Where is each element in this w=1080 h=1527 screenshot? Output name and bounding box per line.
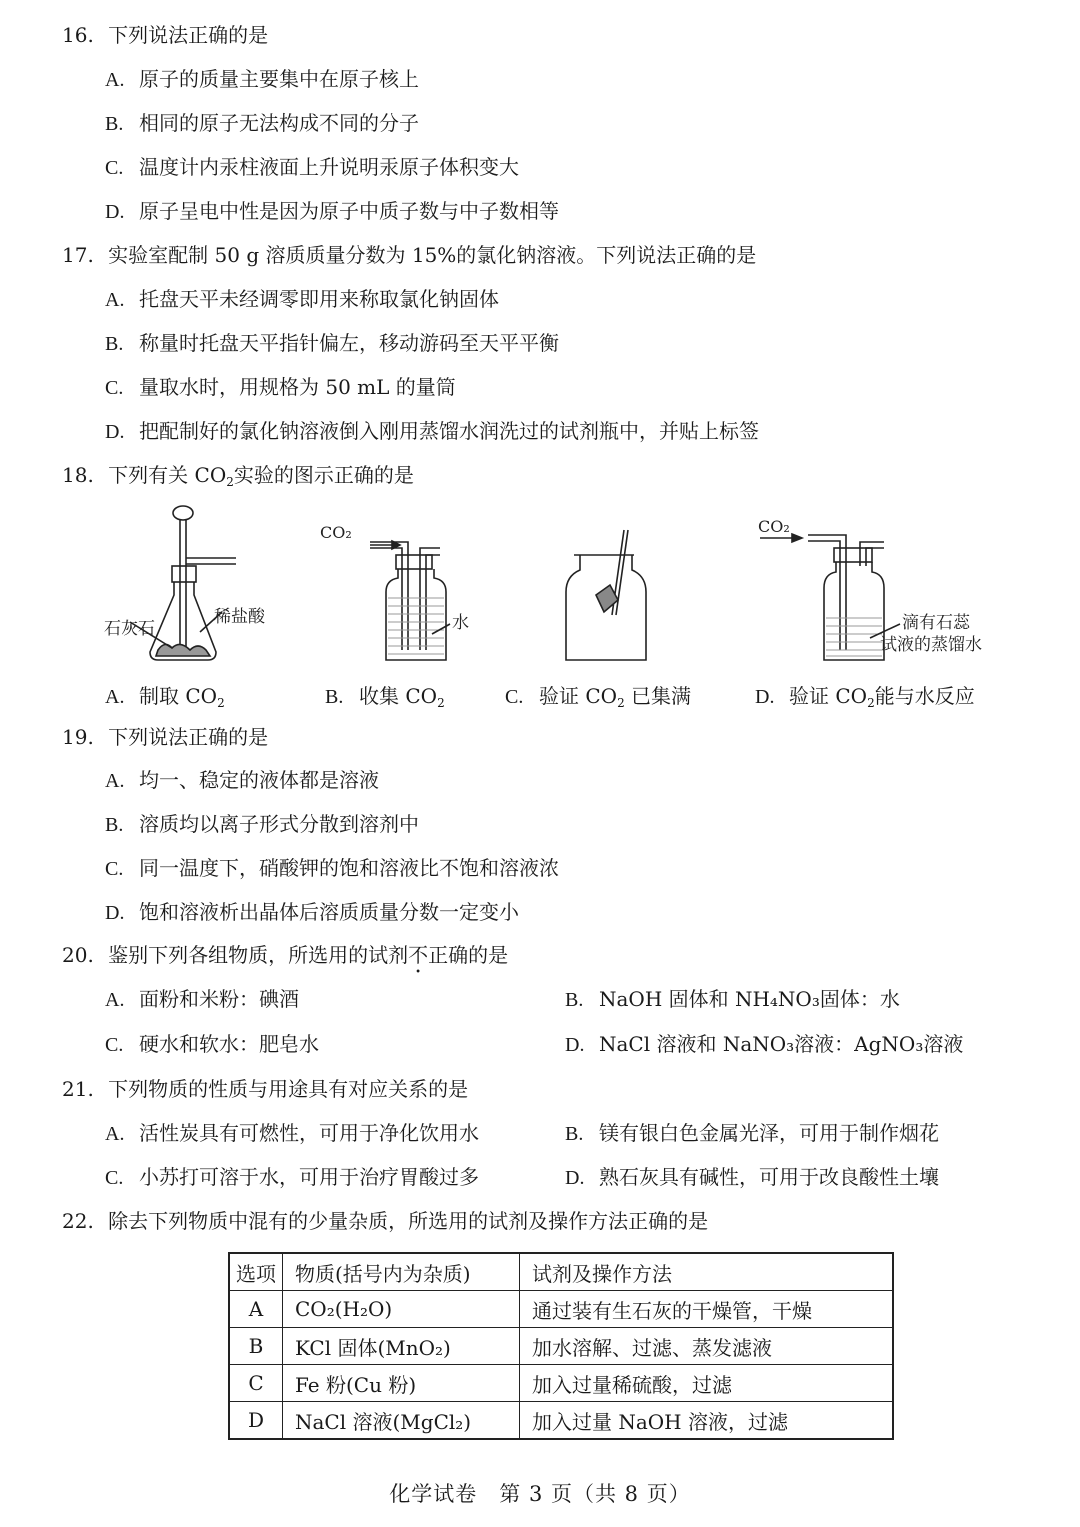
table-cell: Fe 粉(Cu 粉) <box>283 1365 520 1402</box>
option-c: C. 温度计内汞柱液面上升说明汞原子体积变大 <box>105 155 519 179</box>
apparatus-b-bottle <box>370 541 450 660</box>
table-cell: 加入过量 NaOH 溶液，过滤 <box>520 1402 894 1440</box>
table-cell: CO₂(H₂O) <box>283 1291 520 1328</box>
question-number: 22. <box>62 1209 94 1233</box>
label-limestone: 石灰石 <box>104 619 155 639</box>
option-d: D. 饱和溶液析出晶体后溶质质量分数一定变小 <box>105 900 519 924</box>
table-cell: 通过装有生石灰的干燥管，干燥 <box>520 1291 894 1328</box>
question-21 <box>62 1076 468 1102</box>
table-row <box>229 1365 893 1402</box>
table-row <box>229 1291 893 1328</box>
question-number: 19. <box>62 725 94 749</box>
option-b: B. 相同的原子无法构成不同的分子 <box>105 111 419 135</box>
emphasis-char: 不 <box>408 943 429 967</box>
question-stem: 下列物质的性质与用途具有对应关系的是 <box>108 1077 469 1101</box>
label-co2-d: CO₂ <box>758 517 790 536</box>
label-litmus-line2: 试液的蒸馏水 <box>880 635 982 655</box>
option-c: C. 量取水时，用规格为 50 mL 的量筒 <box>105 375 456 399</box>
label-dilute-hcl: 稀盐酸 <box>214 607 265 627</box>
table-cell: A <box>229 1291 283 1328</box>
option-d: D. 熟石灰具有碱性，可用于改良酸性土壤 <box>565 1165 939 1189</box>
option-b: B. 称量时托盘天平指针偏左，移动游码至天平平衡 <box>105 331 559 355</box>
option-d: D. NaCl 溶液和 NaNO₃溶液：AgNO₃溶液 <box>565 1032 964 1056</box>
caption-a: A. 制取 $CO_2$ <box>105 684 225 710</box>
apparatus-c-bottle <box>566 530 646 660</box>
option-c: C. 硬水和软水：肥皂水 <box>105 1032 319 1056</box>
question-stem: 鉴别下列各组物质，所选用的试剂不正确的是 <box>108 943 509 967</box>
option-a: A. 托盘天平未经调零即用来称取氯化钠固体 <box>105 287 499 311</box>
question-16 <box>62 22 268 48</box>
question-18 <box>62 462 414 488</box>
option-a: A. 面粉和米粉：碘酒 <box>105 987 299 1011</box>
label-litmus-line1: 滴有石蕊 <box>902 613 970 633</box>
table-header: 试剂及操作方法 <box>520 1253 894 1291</box>
question-number: 16. <box>62 23 94 47</box>
table-cell: NaCl 溶液(MgCl₂) <box>283 1402 520 1440</box>
option-b: B. 溶质均以离子形式分散到溶剂中 <box>105 812 419 836</box>
question-stem: 下列说法正确的是 <box>108 23 269 47</box>
label-water: 水 <box>452 613 469 633</box>
table-cell: C <box>229 1365 283 1402</box>
caption-d: D. 验证 $CO_2$能与水反应 <box>755 684 975 710</box>
table-header: 选项 <box>229 1253 283 1291</box>
table-cell: D <box>229 1402 283 1440</box>
caption-c: C. 验证 $CO_2$ 已集满 <box>505 684 692 710</box>
question-number: 20. <box>62 943 94 967</box>
table-header: 物质(括号内为杂质) <box>283 1253 520 1291</box>
table-cell: 加入过量稀硫酸，过滤 <box>520 1365 894 1402</box>
table-row <box>229 1328 893 1365</box>
question-number: 18. <box>62 463 94 487</box>
option-c: C. 小苏打可溶于水，可用于治疗胃酸过多 <box>105 1165 479 1189</box>
question-number: 21. <box>62 1077 94 1101</box>
option-b: B. 镁有银白色金属光泽，可用于制作烟花 <box>565 1121 939 1145</box>
label-co2-b: CO₂ <box>320 523 352 542</box>
table-cell: 加水溶解、过滤、蒸发滤液 <box>520 1328 894 1365</box>
table-row <box>229 1402 893 1440</box>
apparatus-d-bottle <box>760 534 900 660</box>
question-number: 17. <box>62 243 94 267</box>
question-19 <box>62 724 268 750</box>
option-b: B. NaOH 固体和 NH₄NO₃固体：水 <box>565 987 900 1011</box>
option-a: A. 原子的质量主要集中在原子核上 <box>105 67 419 91</box>
question-stem: 下列说法正确的是 <box>108 725 269 749</box>
question-22 <box>62 1208 708 1234</box>
option-d: D. 把配制好的氯化钠溶液倒入刚用蒸馏水润洗过的试剂瓶中，并贴上标签 <box>105 419 759 443</box>
question-20 <box>62 942 508 978</box>
question-stem: 实验室配制 50 g 溶质质量分数为 15%的氯化钠溶液。下列说法正确的是 <box>108 243 757 267</box>
option-a: A. 均一、稳定的液体都是溶液 <box>105 768 379 792</box>
page-footer: 化学试卷 第 3 页（共 8 页） <box>389 1482 691 1506</box>
option-c: C. 同一温度下，硝酸钾的饱和溶液比不饱和溶液浓 <box>105 856 559 880</box>
table-cell: B <box>229 1328 283 1365</box>
question-17 <box>62 242 756 268</box>
question-stem: 除去下列物质中混有的少量杂质，所选用的试剂及操作方法正确的是 <box>108 1209 709 1233</box>
question-stem: 下列有关 $CO_2$实验的图示正确的是 <box>108 463 414 489</box>
caption-b: B. 收集 $CO_2$ <box>325 684 445 710</box>
table-cell: KCl 固体(MnO₂) <box>283 1328 520 1365</box>
table-header-row <box>229 1253 893 1291</box>
option-d: D. 原子呈电中性是因为原子中质子数与中子数相等 <box>105 199 559 223</box>
option-a: A. 活性炭具有可燃性，可用于净化饮用水 <box>105 1121 479 1145</box>
answer-table <box>228 1252 894 1440</box>
